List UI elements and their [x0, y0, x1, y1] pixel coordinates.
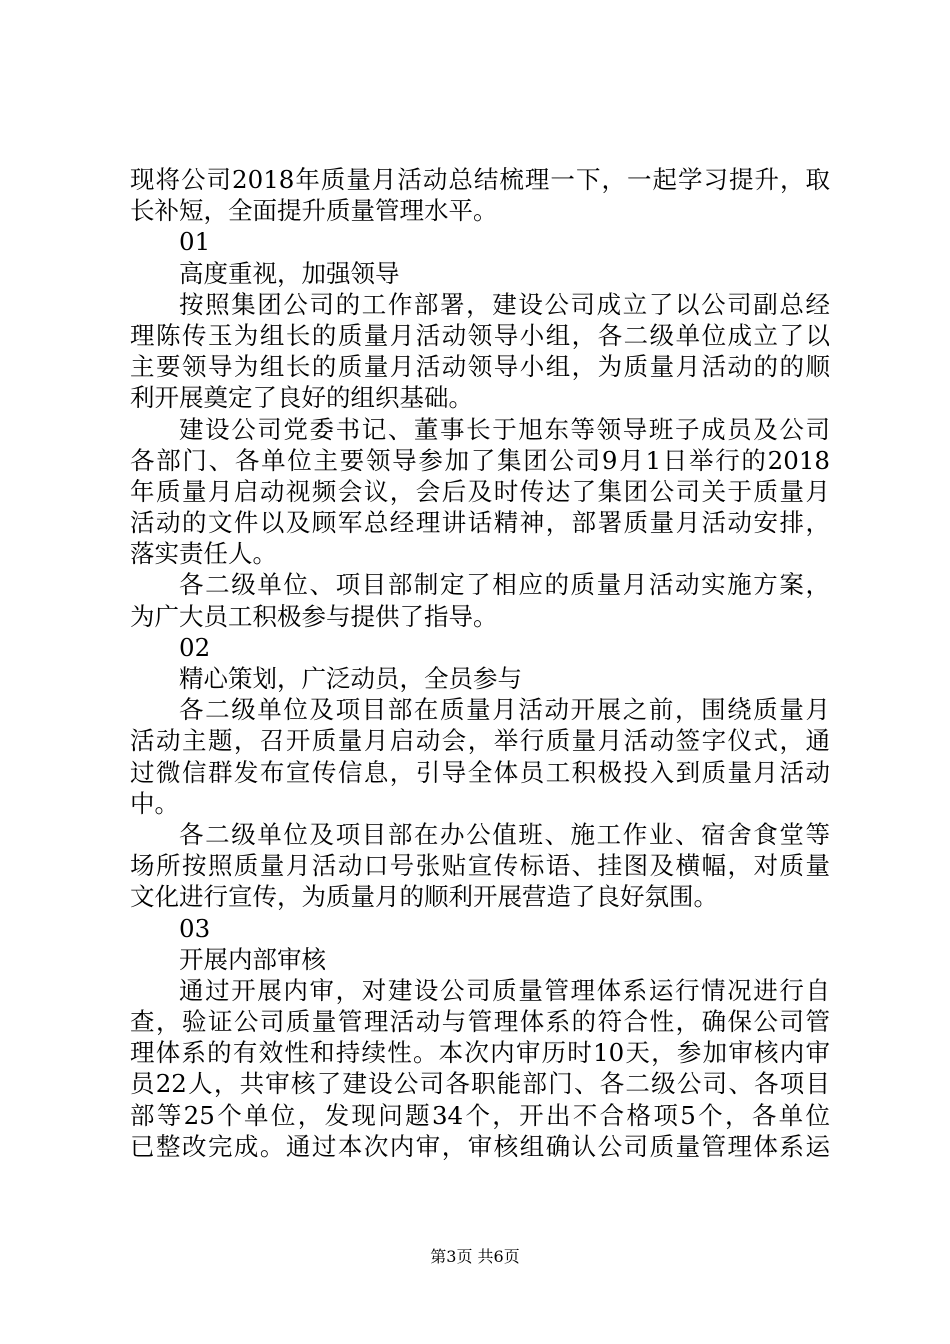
text-line: 文化进行宣传，为质量月的顺利开展营造了良好氛围。 [130, 882, 718, 912]
text-line: 过微信群发布宣传信息，引导全体员工积极投入到质量月活动 [130, 757, 830, 787]
document-body [130, 164, 830, 1162]
text-line: 理体系的有效性和持续性。本次内审历时10天，参加审核内审 [130, 1038, 830, 1068]
text-line: 为广大员工积极参与提供了指导。 [130, 601, 498, 631]
text-line: 开展内部审核 [179, 944, 326, 974]
text-line: 通过开展内审，对建设公司质量管理体系运行情况进行自 [179, 975, 830, 1005]
text-line: 利开展奠定了良好的组织基础。 [130, 383, 473, 413]
text-line: 长补短，全面提升质量管理水平。 [130, 196, 498, 226]
text-line: 01 [179, 227, 211, 257]
page-footer [0, 1247, 950, 1267]
text-line: 活动的文件以及顾军总经理讲话精神，部署质量月活动安排， [130, 508, 830, 538]
text-line: 02 [179, 632, 211, 662]
text-line: 精心策划，广泛动员，全员参与 [179, 664, 522, 693]
text-line: 查，验证公司质量管理活动与管理体系的符合性，确保公司管 [130, 1007, 830, 1037]
text-line: 主要领导为组长的质量月活动领导小组，为质量月活动的的顺 [130, 352, 830, 382]
text-line: 高度重视，加强领导 [179, 258, 400, 288]
text-line: 员22人，共审核了建设公司各职能部门、各二级公司、各项目 [130, 1069, 830, 1099]
text-line: 年质量月启动视频会议，会后及时传达了集团公司关于质量月 [130, 476, 830, 506]
page-number-label: 第3页 共6页 [430, 1247, 520, 1266]
text-line: 各二级单位及项目部在办公值班、施工作业、宿舍食堂等 [179, 819, 830, 849]
text-line: 理陈传玉为组长的质量月活动领导小组，各二级单位成立了以 [130, 320, 830, 350]
text-line: 各部门、各单位主要领导参加了集团公司9月1日举行的2018 [130, 445, 830, 475]
text-line: 各二级单位、项目部制定了相应的质量月活动实施方案， [179, 570, 830, 600]
text-line: 按照集团公司的工作部署，建设公司成立了以公司副总经 [179, 289, 830, 319]
text-line: 场所按照质量月活动口号张贴宣传标语、挂图及横幅，对质量 [130, 851, 830, 881]
text-line: 现将公司2018年质量月活动总结梳理一下，一起学习提升，取 [130, 165, 830, 194]
text-line: 活动主题，召开质量月启动会，举行质量月活动签字仪式，通 [130, 726, 830, 756]
text-line: 中。 [130, 788, 179, 818]
text-line: 各二级单位及项目部在质量月活动开展之前，围绕质量月 [179, 695, 830, 725]
text-line: 已整改完成。通过本次内审，审核组确认公司质量管理体系运 [130, 1131, 830, 1161]
text-line: 建设公司党委书记、董事长于旭东等领导班子成员及公司 [179, 414, 830, 444]
text-line: 落实责任人。 [130, 539, 277, 569]
text-line: 03 [179, 913, 211, 943]
text-line: 部等25个单位，发现问题34个，开出不合格项5个，各单位 [130, 1100, 830, 1130]
